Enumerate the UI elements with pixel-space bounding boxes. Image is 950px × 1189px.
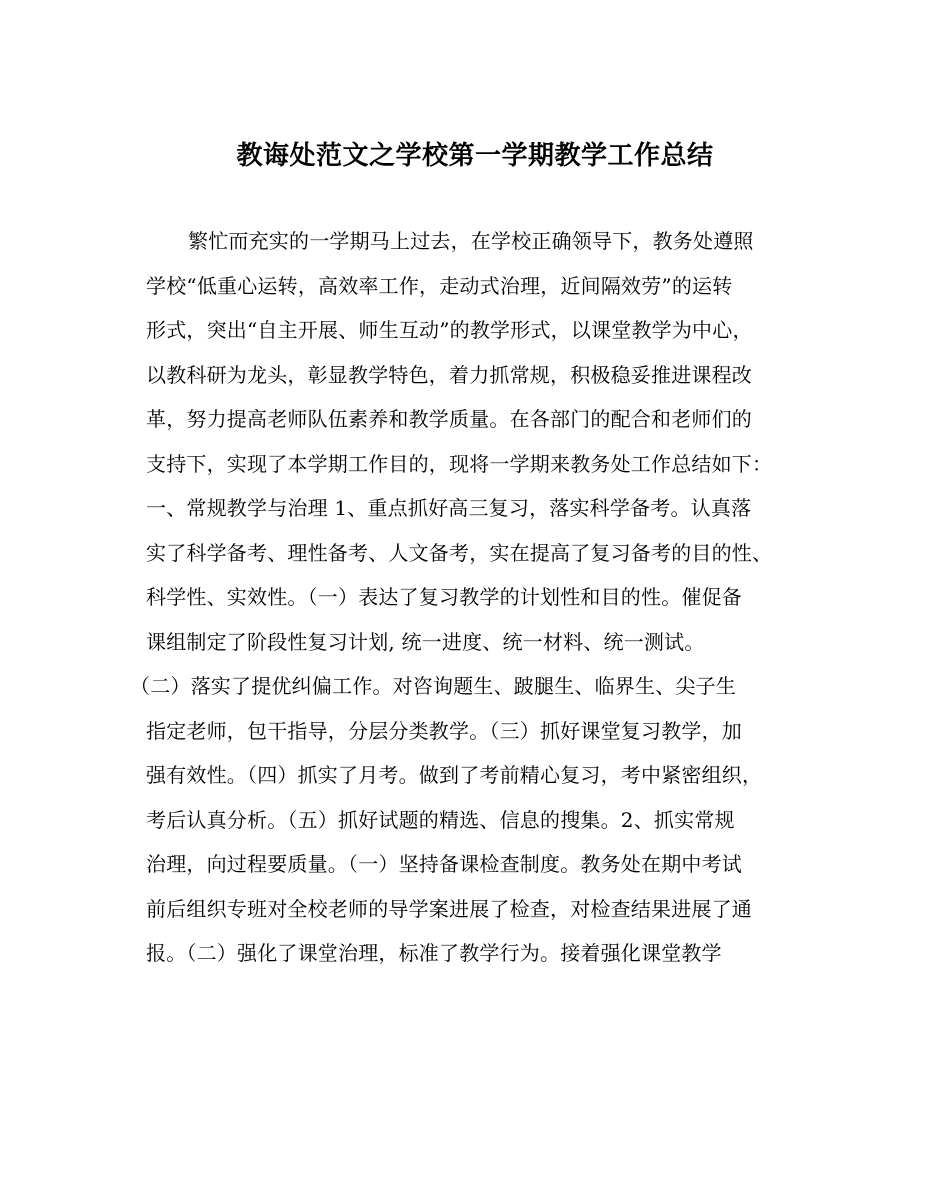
paragraph-line: 实了科学备考、理性备考、人文备考，实在提高了复习备考的目的性、 bbox=[146, 540, 773, 565]
paragraph-line: 繁忙而充实的一学期马上过去，在学校正确领导下，教务处遵照 bbox=[188, 229, 754, 253]
paragraph-line: 考后认真分析。（五）抓好试题的精选、信息的搜集。2、抓实常规 bbox=[146, 807, 735, 832]
paragraph-line: 一、常规教学与治理 1、重点抓好高三复习，落实科学备考。认真落 bbox=[146, 496, 752, 520]
paragraph-line: 课组制定了阶段性复习计划, 统一进度、统一材料、统一测试。 bbox=[146, 629, 705, 654]
paragraph-line: 学校“低重心运转，高效率工作，走动式治理，近间隔效劳”的运转 bbox=[146, 273, 733, 298]
paragraph-line: 形式，突出“自主开展、师生互动”的教学形式，以课堂教学为中心， bbox=[146, 318, 753, 342]
paragraph-line: （二）落实了提优纠偏工作。对咨询题生、跛腿生、临界生、尖子生 bbox=[130, 674, 736, 698]
paragraph-line: 报。（二）强化了课堂治理，标准了教学行为。接着强化课堂教学 bbox=[146, 941, 722, 965]
paragraph-line: 支持下，实现了本学期工作目的，现将一学期来教务处工作总结如下： bbox=[146, 451, 773, 476]
paragraph-line: 指定老师，包干指导，分层分类教学。（三）抓好课堂复习教学，加 bbox=[146, 718, 742, 743]
document-body bbox=[130, 219, 816, 976]
paragraph-line: 科学性、实效性。（一）表达了复习教学的计划性和目的性。催促备 bbox=[146, 585, 742, 609]
paragraph-line: 强有效性。（四）抓实了月考。做到了考前精心复习，考中紧密组织， bbox=[146, 763, 763, 787]
paragraph-line: 以教科研为龙头，彰显教学特色，着力抓常规，积极稳妥推进课程改 bbox=[146, 362, 752, 387]
paragraph-line: 治理，向过程要质量。（一）坚持备课检查制度。教务处在期中考试 bbox=[146, 852, 742, 876]
paragraph-line: 革，努力提高老师队伍素养和教学质量。在各部门的配合和老师们的 bbox=[146, 407, 752, 431]
document-title: 教诲处范文之学校第一学期教学工作总结 bbox=[236, 141, 714, 171]
paragraph-line: 前后组织专班对全校老师的导学案进展了检查，对检查结果进展了通 bbox=[146, 896, 752, 921]
